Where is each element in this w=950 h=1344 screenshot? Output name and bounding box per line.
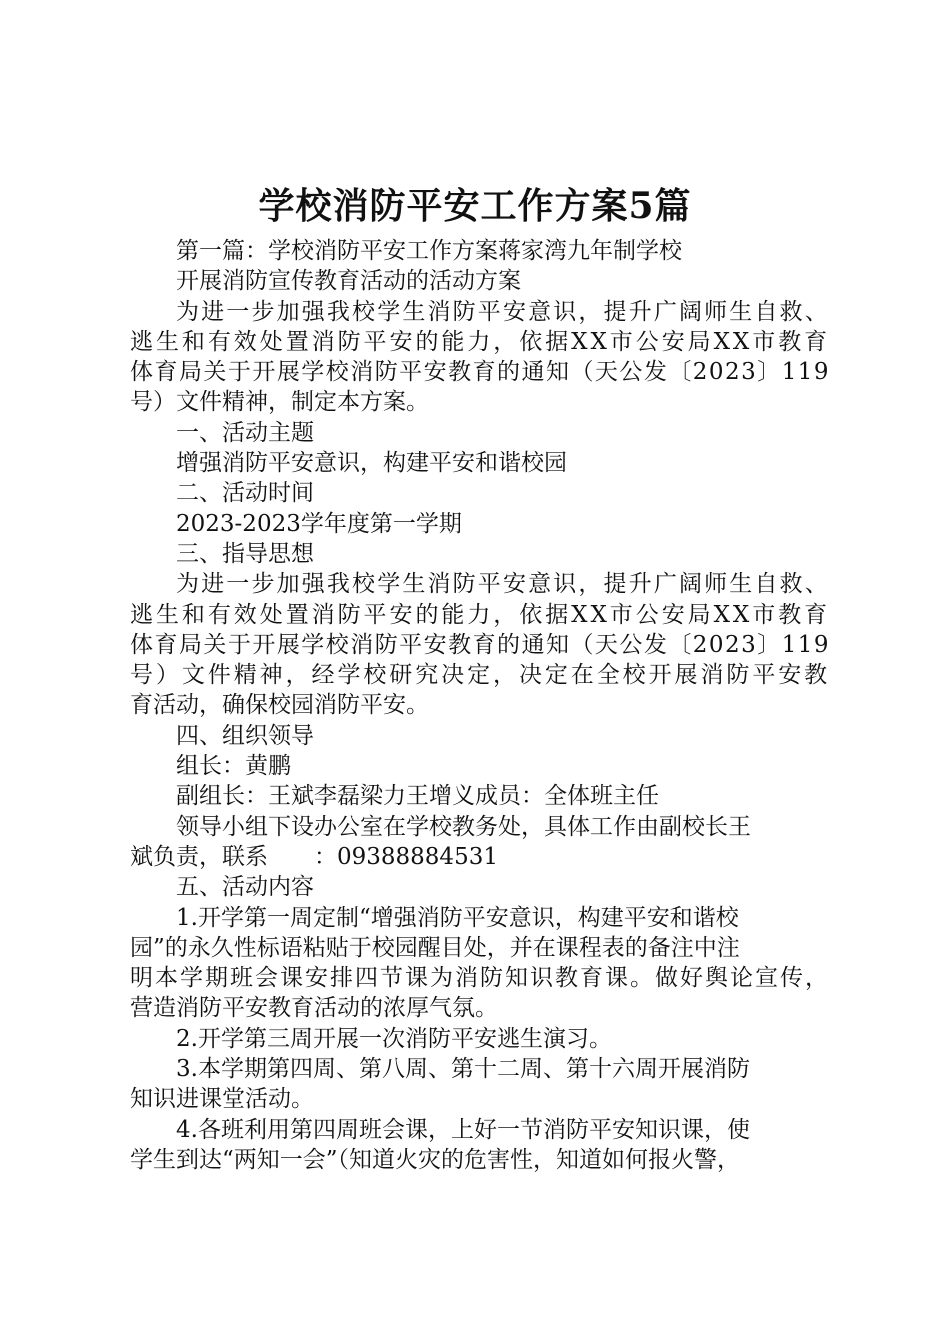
text-line: 逃生和有效处置消防平安的能力，依据XX市公安局XX市教育 (130, 328, 831, 355)
text-line: 第一篇：学校消防平安工作方案蒋家湾九年制学校 (176, 238, 682, 264)
text-line: 四、组织领导 (176, 722, 314, 749)
text-line: 2023-2023学年度第一学期 (176, 510, 462, 537)
text-line: 增强消防平安意识，构建平安和谐校园 (176, 450, 567, 477)
text-line: 斌负责，联系 ：09388884531 (130, 843, 498, 870)
text-line: 号）文件精神，制定本方案。 (130, 389, 429, 416)
text-line: 为进一步加强我校学生消防平安意识，提升广阔师生自救、 (176, 571, 830, 598)
text-line: 五、活动内容 (176, 874, 314, 901)
text-line: 逃生和有效处置消防平安的能力，依据XX市公安局XX市教育 (130, 601, 831, 628)
text-line: 领导小组下设办公室在学校教务处，具体工作由副校长王 (176, 813, 751, 840)
text-line: 1.开学第一周定制“增强消防平安意识，构建平安和谐校 (176, 904, 739, 931)
text-line: 学生到达“两知一会”（知道火灾的危害性，知道如何报火警， (130, 1146, 741, 1173)
text-line: 一、活动主题 (176, 419, 314, 446)
text-line: 体育局关于开展学校消防平安教育的通知（天公发〔2023〕119 (130, 631, 831, 658)
text-line: 3.本学期第四周、第八周、第十二周、第十六周开展消防 (176, 1056, 750, 1083)
text-line: 二、活动时间 (176, 480, 314, 507)
text-line: 为进一步加强我校学生消防平安意识，提升广阔师生自救、 (176, 298, 830, 325)
text-line: 开展消防宣传教育活动的活动方案 (176, 268, 521, 295)
text-line: 组长：黄鹏 (176, 753, 291, 780)
text-line: 4.各班利用第四周班会课，上好一节消防平安知识课，使 (176, 1116, 750, 1143)
text-line: 2.开学第三周开展一次消防平安逃生演习。 (176, 1025, 612, 1052)
document-body (130, 236, 830, 1175)
text-line: 园”的永久性标语粘贴于校园醒目处，并在课程表的备注中注 (130, 934, 740, 961)
text-line: 营造消防平安教育活动的浓厚气氛。 (130, 995, 498, 1022)
document-title: 学校消防平安工作方案5篇 (258, 185, 692, 227)
text-line: 体育局关于开展学校消防平安教育的通知（天公发〔2023〕119 (130, 359, 831, 386)
text-line: 号）文件精神，经学校研究决定，决定在全校开展消防平安教 (130, 662, 831, 689)
text-line: 知识进课堂活动。 (130, 1086, 314, 1113)
text-line: 育活动，确保校园消防平安。 (130, 692, 429, 719)
text-line: 三、指导思想 (176, 540, 314, 567)
text-line: 副组长：王斌李磊梁力王增义成员：全体班主任 (176, 783, 659, 810)
text-line: 明本学期班会课安排四节课为消防知识教育课。做好舆论宣传， (130, 965, 830, 992)
